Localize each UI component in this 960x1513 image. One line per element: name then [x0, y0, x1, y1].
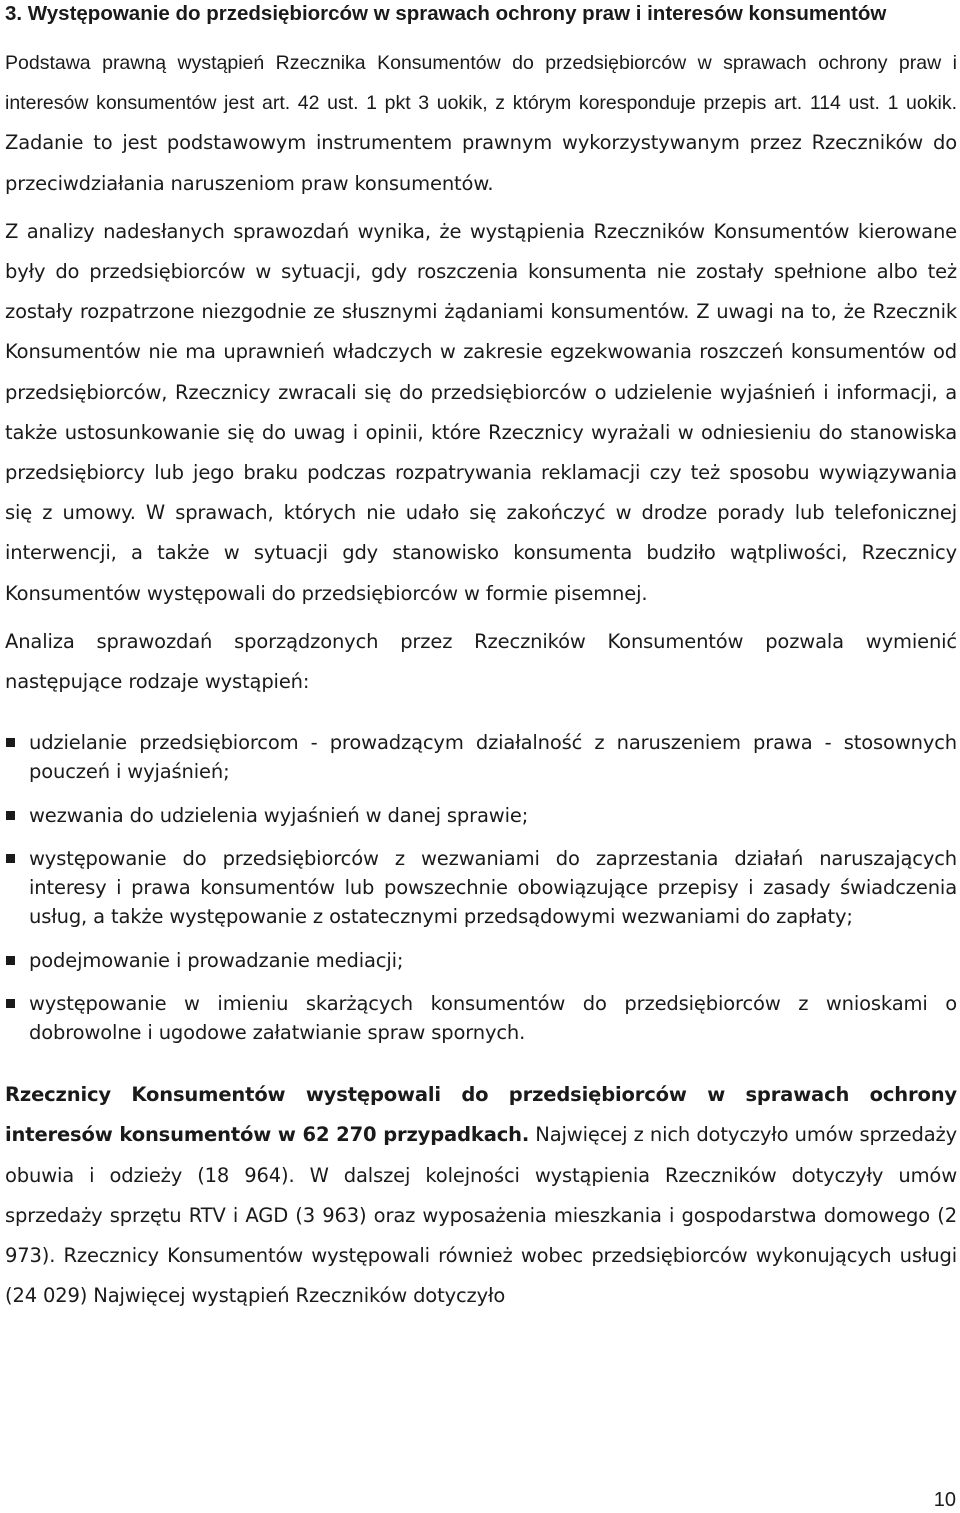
intervention-types-list	[5, 728, 957, 1047]
paragraph-legal-basis-part1: Podstawa prawną wystąpień Rzecznika Konsumentów do przedsiębiorców w sprawach ochrony praw i interesów konsumentów jest art. 42 ust. 1 pkt 3 uokik, z którym koresponduje przepis art. 114 ust. 1 uokik.	[5, 52, 957, 115]
list-item-text: występowanie w imieniu skarżących konsumentów do przedsiębiorców z wnioskami o dobrowolne i ugodowe załatwianie spraw spornych.	[29, 992, 957, 1045]
document-page	[5, 0, 957, 1316]
list-item-text: podejmowanie i prowadzanie mediacji;	[29, 948, 404, 972]
list-item	[5, 844, 957, 931]
square-bullet-icon	[6, 999, 15, 1008]
list-item-text: wezwania do udzielenia wyjaśnień w danej sprawie;	[29, 803, 529, 827]
paragraph-analysis: Z analizy nadesłanych sprawozdań wynika, że wystąpienia Rzeczników Konsumentów kierowane były do przedsiębiorców w sytuacji, gdy roszczenia konsumenta nie zostały spełnione albo też zostały rozpatrzone niezgodnie ze słusznymi żądaniami konsumentów. Z uwagi na to, że Rzecznik Konsumentów nie ma uprawnień władczych w zakresie egzekwowania roszczeń konsumentów od przedsiębiorców, Rzecznicy zwracali się do przedsiębiorców o udzielenie wyjaśnień i informacji, a także ustosunkowanie się do uwag i opinii, które Rzecznicy wyrażali w odniesieniu do stanowiska przedsiębiorcy lub jego braku podczas rozpatrywania reklamacji czy też sposobu wywiązywania się z umowy. W sprawach, których nie udało się zakończyć w drodze porady lub telefonicznej interwencji, a także w sytuacji gdy stanowisko konsumenta budziło wątpliwości, Rzecznicy Konsumentów występowali do przedsiębiorców w formie pisemnej.	[5, 219, 957, 605]
paragraph-legal-basis-part2: Zadanie to jest podstawowym instrumentem prawnym wykorzystywanym przez Rzeczników do przeciwdziałania naruszeniom praw konsumentów.	[5, 131, 957, 195]
square-bullet-icon	[6, 811, 15, 820]
page-number: 10	[933, 1489, 956, 1511]
paragraph-intervention-types-intro: Analiza sprawozdań sporządzonych przez Rzeczników Konsumentów pozwala wymienić następujące rodzaje wystąpień:	[5, 629, 957, 694]
paragraph-statistics-summary: Rzecznicy Konsumentów występowali do przedsiębiorców w sprawach ochrony interesów konsumentów w 62 270 przypadkach.	[5, 1083, 957, 1147]
paragraph-statistics-details: Najwięcej z nich dotyczyło umów sprzedaży obuwia i odzieży (18 964). W dalszej kolejności wystąpienia Rzeczników dotyczyły umów sprzedaży sprzętu RTV i AGD (3 963) oraz wyposażenia mieszkania i gospodarstwa domowego (2 973). Rzecznicy Konsumentów występowali również wobec przedsiębiorców wykonujących usługi (24 029) Najwięcej wystąpień Rzeczników dotyczyło	[5, 1123, 957, 1308]
square-bullet-icon	[6, 956, 15, 965]
square-bullet-icon	[6, 738, 15, 747]
list-item	[5, 801, 957, 830]
list-item	[5, 989, 957, 1047]
list-item-text: udzielanie przedsiębiorcom - prowadzącym działalność z naruszeniem prawa - stosownych pouczeń i wyjaśnień;	[29, 731, 957, 784]
paragraph-legal-basis	[5, 43, 957, 204]
paragraph-statistics	[5, 1075, 957, 1316]
list-item-text: występowanie do przedsiębiorców z wezwaniami do zaprzestania działań naruszających interesy i prawa konsumentów lub powszechnie obowiązujące przepisy i zasady świadczenia usług, a także występowanie z ostatecznymi przedsądowymi wezwaniami do zapłaty;	[29, 847, 957, 929]
list-item	[5, 728, 957, 786]
list-item	[5, 946, 957, 975]
section-heading: 3. Występowanie do przedsiębiorców w sprawach ochrony praw i interesów konsumentów	[5, 2, 887, 25]
square-bullet-icon	[6, 854, 15, 863]
